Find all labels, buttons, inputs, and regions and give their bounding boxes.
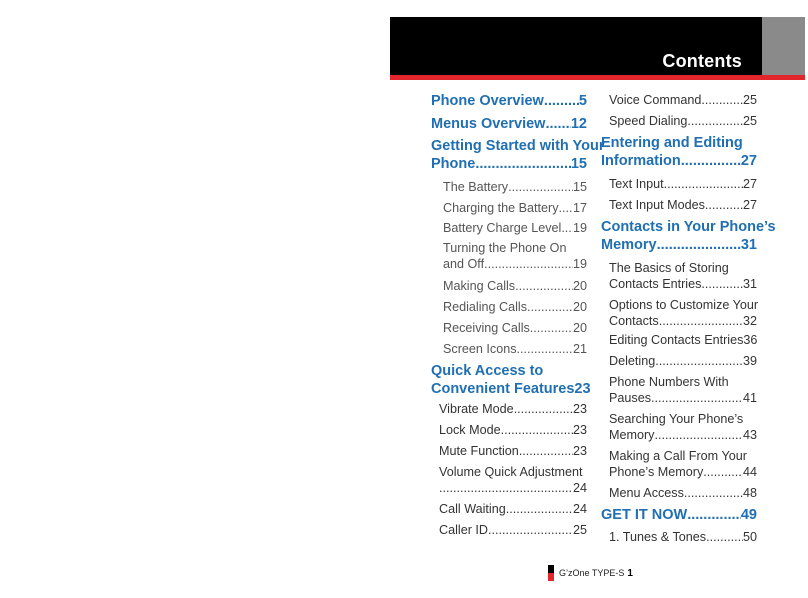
dot-leader <box>651 390 743 406</box>
toc-entry-title: Making a Call From Your <box>609 449 747 463</box>
toc-entry-title: Getting Started with Your <box>431 138 605 154</box>
toc-entry-title: Phone Overview <box>431 93 544 109</box>
toc-entry[interactable] <box>609 113 757 129</box>
toc-page-number: 48 <box>742 486 757 500</box>
dot-leader <box>501 422 573 438</box>
dot-leader <box>655 353 743 369</box>
toc-page-number: 27 <box>742 177 757 191</box>
toc-entry[interactable] <box>431 137 605 173</box>
toc-page-number: 31 <box>740 237 757 253</box>
toc-page-number: 44 <box>742 465 757 479</box>
toc-entry[interactable] <box>609 297 757 329</box>
toc-page-number: 5 <box>578 93 587 109</box>
dot-leader <box>659 313 743 329</box>
toc-entry-title: Receiving Calls <box>443 321 530 335</box>
toc-entry-title: Memory <box>601 237 657 253</box>
page-title: Contents <box>662 51 742 71</box>
toc-entry-title: Searching Your Phone’s <box>609 412 744 426</box>
dot-leader <box>506 501 573 517</box>
toc-page-number: 20 <box>572 321 587 335</box>
toc-entry[interactable] <box>439 522 587 538</box>
dot-leader <box>687 506 741 524</box>
toc-page-number: 50 <box>742 530 757 544</box>
toc-entry-title: Lock Mode <box>439 423 501 437</box>
footer-brand: G’zOne TYPE-S <box>559 568 625 578</box>
dot-leader <box>519 443 573 459</box>
toc-entry-title: Phone Numbers With <box>609 375 729 389</box>
dot-leader <box>527 299 573 315</box>
toc-entry[interactable] <box>609 332 757 348</box>
dot-leader <box>701 276 743 292</box>
toc-entry-title: Caller ID <box>439 523 488 537</box>
toc-entry-title: Entering and Editing <box>601 135 743 151</box>
toc-page-number: 25 <box>742 93 757 107</box>
toc-page-number: 32 <box>742 314 757 328</box>
toc-entry-title: Editing Contacts Entries <box>609 333 744 347</box>
toc-entry-title: Deleting <box>609 354 656 368</box>
dot-leader <box>475 155 571 173</box>
dot-leader <box>439 480 573 496</box>
toc-page-number: 23 <box>572 444 587 458</box>
toc-entry[interactable] <box>443 240 587 272</box>
toc-entry[interactable] <box>443 341 587 357</box>
toc-entry[interactable] <box>609 197 757 213</box>
toc-entry-title: Convenient Features <box>431 381 575 397</box>
toc-entry[interactable] <box>443 179 587 195</box>
toc-page-number: 19 <box>572 221 587 235</box>
toc-entry-title: Charging the Battery <box>443 201 559 215</box>
toc-entry[interactable] <box>609 485 757 501</box>
dot-leader <box>681 152 741 170</box>
toc-entry[interactable] <box>609 411 757 443</box>
toc-entry-title: Making Calls <box>443 279 516 293</box>
toc-entry-title: The Battery <box>443 180 509 194</box>
dot-leader <box>559 200 573 216</box>
toc-page-number: 15 <box>572 180 587 194</box>
toc-entry[interactable] <box>439 401 587 417</box>
toc-entry-title: Speed Dialing <box>609 114 688 128</box>
toc-page-number: 23 <box>572 423 587 437</box>
toc-page-number: 20 <box>572 279 587 293</box>
toc-entry[interactable] <box>443 278 587 294</box>
dot-leader <box>705 197 743 213</box>
toc-entry[interactable] <box>609 353 757 369</box>
toc-entry-title: Call Waiting <box>439 502 506 516</box>
toc-page-number: 25 <box>572 523 587 537</box>
dot-leader <box>654 427 743 443</box>
toc-entry-title: Turning the Phone On <box>443 241 567 255</box>
dot-leader <box>484 256 573 272</box>
toc-entry[interactable] <box>443 320 587 336</box>
toc-entry-title: 1. Tunes & Tones <box>609 530 707 544</box>
toc-entry-title: Redialing Calls <box>443 300 527 314</box>
toc-entry[interactable] <box>609 529 757 545</box>
toc-entry-title: Phone’s Memory <box>609 465 704 479</box>
toc-entry-title: Battery Charge Level <box>443 221 562 235</box>
dot-leader <box>703 464 743 480</box>
dot-leader <box>701 92 743 108</box>
toc-entry-title: Voice Command <box>609 93 702 107</box>
dot-leader <box>657 236 741 254</box>
header-tab <box>762 17 805 75</box>
toc-entry[interactable] <box>439 422 587 438</box>
toc-page-number: 24 <box>572 502 587 516</box>
toc-entry[interactable] <box>601 218 776 254</box>
toc-entry[interactable] <box>601 134 757 170</box>
toc-entry[interactable] <box>609 260 757 292</box>
toc-entry-title: Quick Access to <box>431 363 544 379</box>
toc-page-number: 23 <box>574 381 591 397</box>
toc-entry-title: Menus Overview <box>431 116 546 132</box>
dot-leader <box>530 320 573 336</box>
toc-entry[interactable] <box>443 299 587 315</box>
dot-leader <box>544 92 579 110</box>
toc-page-number: 21 <box>572 342 587 356</box>
toc-page-number: 24 <box>572 481 587 495</box>
toc-entry-title: and Off <box>443 257 485 271</box>
toc-entry-title: Memory <box>609 428 655 442</box>
toc-entry[interactable] <box>609 92 757 108</box>
toc-entry-title: Mute Function <box>439 444 519 458</box>
toc-entry[interactable] <box>439 443 587 459</box>
toc-entry[interactable] <box>443 200 587 216</box>
toc-entry[interactable] <box>609 176 757 192</box>
footer-mark <box>548 565 554 581</box>
page-footer <box>548 565 633 581</box>
toc-entry[interactable] <box>601 506 757 524</box>
toc-entry[interactable] <box>609 448 757 480</box>
dot-leader <box>488 522 573 538</box>
toc-page-number: 27 <box>740 153 757 169</box>
toc-entry[interactable] <box>431 115 587 133</box>
dot-leader <box>508 179 573 195</box>
toc-entry[interactable] <box>439 501 587 517</box>
toc-page-number: 25 <box>742 114 757 128</box>
dot-leader <box>545 115 570 133</box>
toc-entry[interactable] <box>431 362 591 398</box>
toc-entry-title: Pauses <box>609 391 652 405</box>
dot-leader <box>706 529 743 545</box>
toc-page-number: 23 <box>572 402 587 416</box>
toc-entry-title: Contacts Entries <box>609 277 702 291</box>
toc-page-number: 49 <box>740 507 757 523</box>
header-rule <box>390 75 805 80</box>
toc-page-number: 20 <box>572 300 587 314</box>
toc-entry[interactable] <box>431 92 587 110</box>
toc-entry[interactable] <box>443 220 587 236</box>
toc-entry-title: Volume Quick Adjustment <box>439 465 583 479</box>
dot-leader <box>684 485 743 501</box>
page-number: 1 <box>627 567 633 579</box>
toc-page-number: 27 <box>742 198 757 212</box>
toc-entry-title: Screen Icons <box>443 342 517 356</box>
toc-entry-title: Text Input <box>609 177 664 191</box>
toc-entry-title: Information <box>601 153 681 169</box>
toc-entry-title: Contacts <box>609 314 659 328</box>
dot-leader <box>515 278 573 294</box>
dot-leader <box>664 176 743 192</box>
toc-entry-title: Options to Customize Your <box>609 298 759 312</box>
dot-leader <box>687 113 743 129</box>
toc-page-number: 31 <box>742 277 757 291</box>
toc-entry[interactable] <box>439 464 587 496</box>
toc-entry-title: Menu Access <box>609 486 684 500</box>
toc-page-number: 17 <box>572 201 587 215</box>
dot-leader <box>514 401 573 417</box>
toc-entry-title: Text Input Modes <box>609 198 705 212</box>
toc-page-number: 19 <box>572 257 587 271</box>
dot-leader <box>517 341 573 357</box>
toc-page-number: 36 <box>743 333 758 347</box>
toc-page-number: 39 <box>742 354 757 368</box>
toc-entry-title: Contacts in Your Phone’s <box>601 219 776 235</box>
toc-entry-title: The Basics of Storing <box>609 261 729 275</box>
dot-leader <box>561 220 573 236</box>
toc-page-number: 43 <box>742 428 757 442</box>
toc-entry-title: Vibrate Mode <box>439 402 514 416</box>
toc-entry[interactable] <box>609 374 757 406</box>
toc-page-number: 41 <box>742 391 757 405</box>
toc-page-number: 15 <box>570 156 587 172</box>
toc-entry-title: Phone <box>431 156 476 172</box>
toc-page-number: 12 <box>570 116 587 132</box>
toc-entry-title: GET IT NOW <box>601 507 688 523</box>
